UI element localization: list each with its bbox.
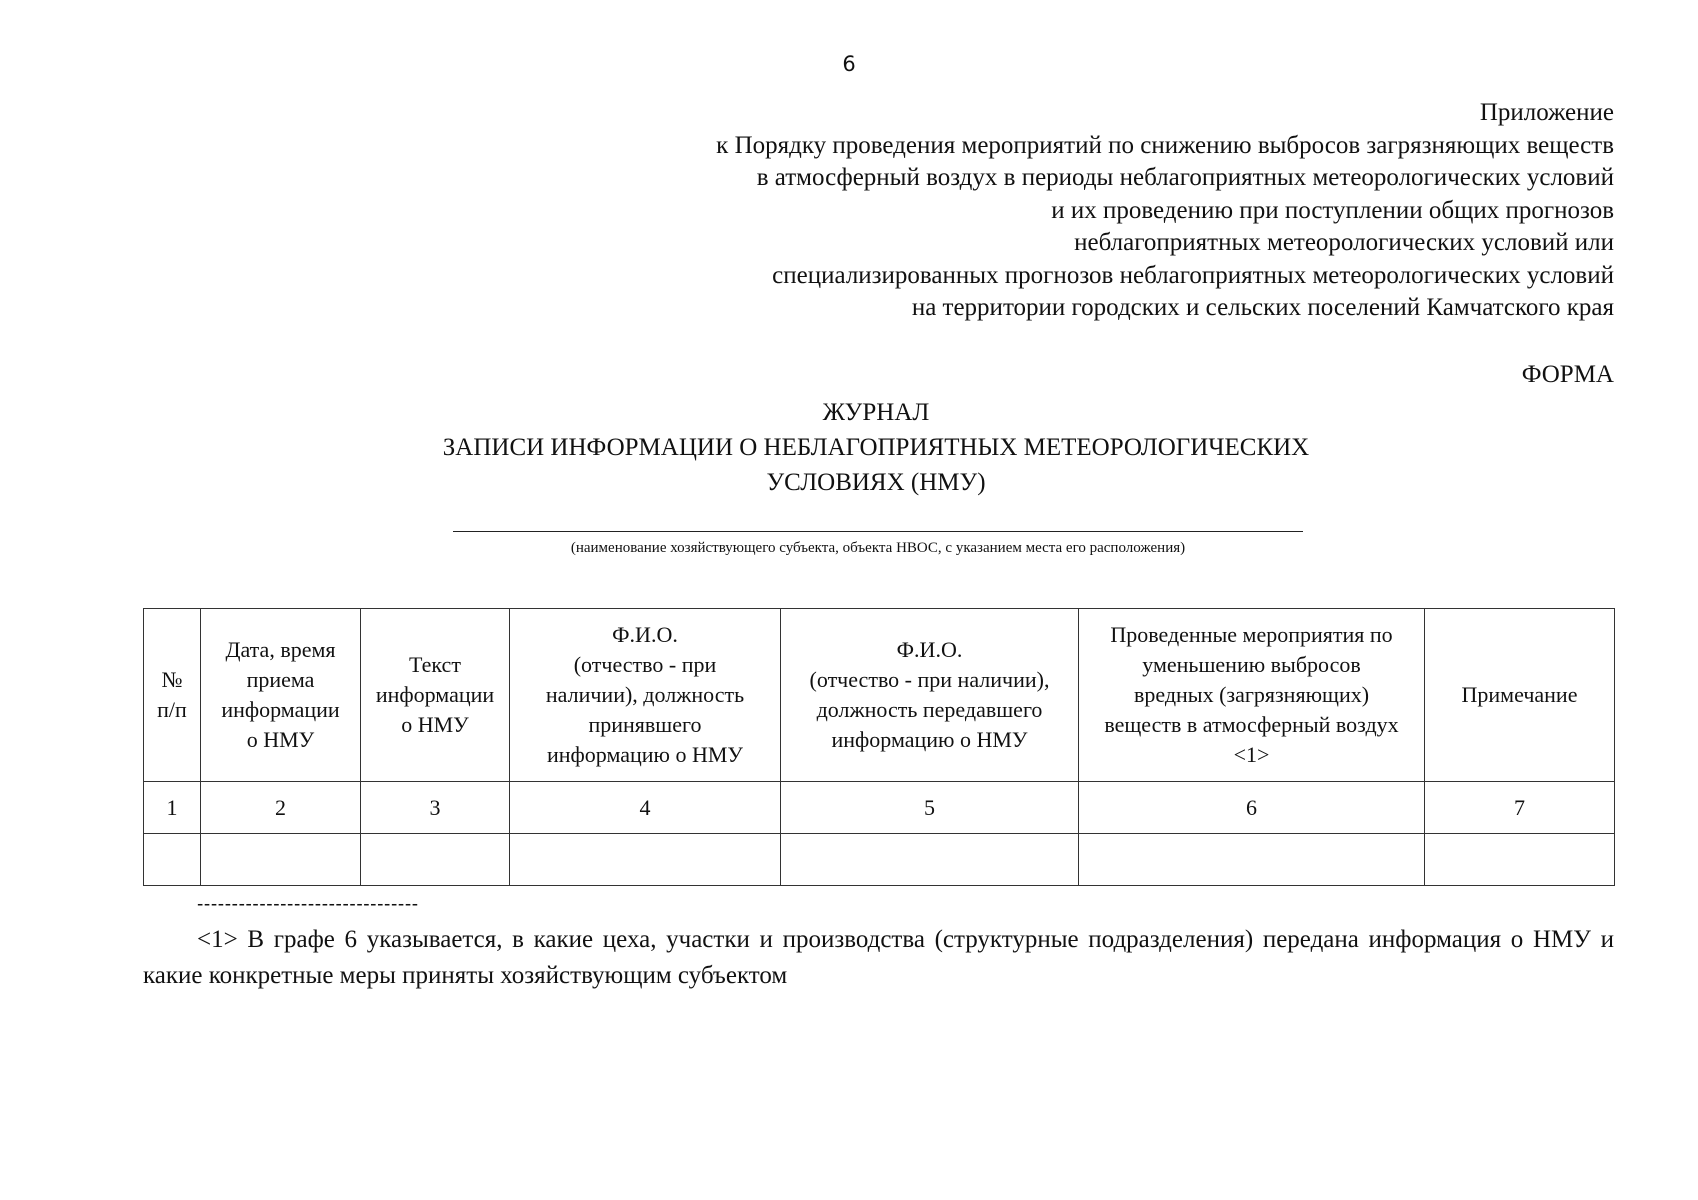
blank-cell (361, 834, 510, 886)
column-header-measures: Проведенные мероприятия по уменьшению выбросов вредных (загрязняющих) веществ в атмосферный воздух <1> (1079, 609, 1425, 782)
blank-cell (201, 834, 361, 886)
column-header-sender: Ф.И.О. (отчество - при наличии), должность передавшего информацию о НМУ (781, 609, 1079, 782)
column-header-number: № п/п (144, 609, 201, 782)
column-header-receipt-datetime: Дата, время приема информации о НМУ (201, 609, 361, 782)
journal-table (143, 608, 1615, 886)
column-number-cell: 5 (781, 782, 1079, 834)
table-row-blank (144, 834, 1615, 886)
page-number: 6 (842, 52, 856, 76)
title-line: УСЛОВИЯХ (НМУ) (766, 469, 986, 496)
blank-cell (1425, 834, 1615, 886)
blank-cell (144, 834, 201, 886)
column-number-cell: 2 (201, 782, 361, 834)
title-line: ЗАПИСИ ИНФОРМАЦИИ О НЕБЛАГОПРИЯТНЫХ МЕТЕОРОЛОГИЧЕСКИХ (442, 434, 1310, 461)
column-number-cell: 4 (510, 782, 781, 834)
column-header-info-text: Текст информации о НМУ (361, 609, 510, 782)
appendix-header (716, 97, 1614, 325)
blank-cell (781, 834, 1079, 886)
column-number-cell: 6 (1079, 782, 1425, 834)
footnote-text: <1> В графе 6 указывается, в какие цеха, участки и производства (структурные подразделения) передана информация о НМУ и какие конкретные меры приняты хозяйствующим субъектом (143, 926, 1614, 989)
appendix-line: в атмосферный воздух в периоды неблагоприятных метеорологических условий (756, 164, 1614, 191)
journal-title (383, 395, 1369, 500)
column-number-cell: 3 (361, 782, 510, 834)
appendix-line: специализированных прогнозов неблагоприятных метеорологических условий (772, 261, 1614, 289)
column-number-row (144, 782, 1615, 834)
table-header-row (144, 609, 1615, 782)
entity-name-caption: (наименование хозяйствующего субъекта, объекта НВОС, с указанием места его расположения) (570, 540, 1186, 556)
appendix-line: к Порядку проведения мероприятий по снижению выбросов загрязняющих веществ (716, 131, 1614, 159)
form-label: ФОРМА (1521, 361, 1614, 388)
column-header-note: Примечание (1425, 609, 1615, 782)
entity-name-blank-line (453, 531, 1303, 532)
footnote-separator: -------------------------------- (197, 894, 419, 915)
column-number-cell: 1 (144, 782, 201, 834)
blank-cell (510, 834, 781, 886)
blank-cell (1079, 834, 1425, 886)
appendix-line: на территории городских и сельских поселений Камчатского края (911, 294, 1614, 321)
column-number-cell: 7 (1425, 782, 1615, 834)
title-line: ЖУРНАЛ (822, 399, 930, 426)
appendix-line: неблагоприятных метеорологических условий или (1074, 229, 1614, 256)
appendix-line: и их проведению при поступлении общих прогнозов (1051, 196, 1614, 224)
column-header-receiver: Ф.И.О. (отчество - при наличии), должность принявшего информацию о НМУ (510, 609, 781, 782)
appendix-line: Приложение (1479, 99, 1614, 126)
